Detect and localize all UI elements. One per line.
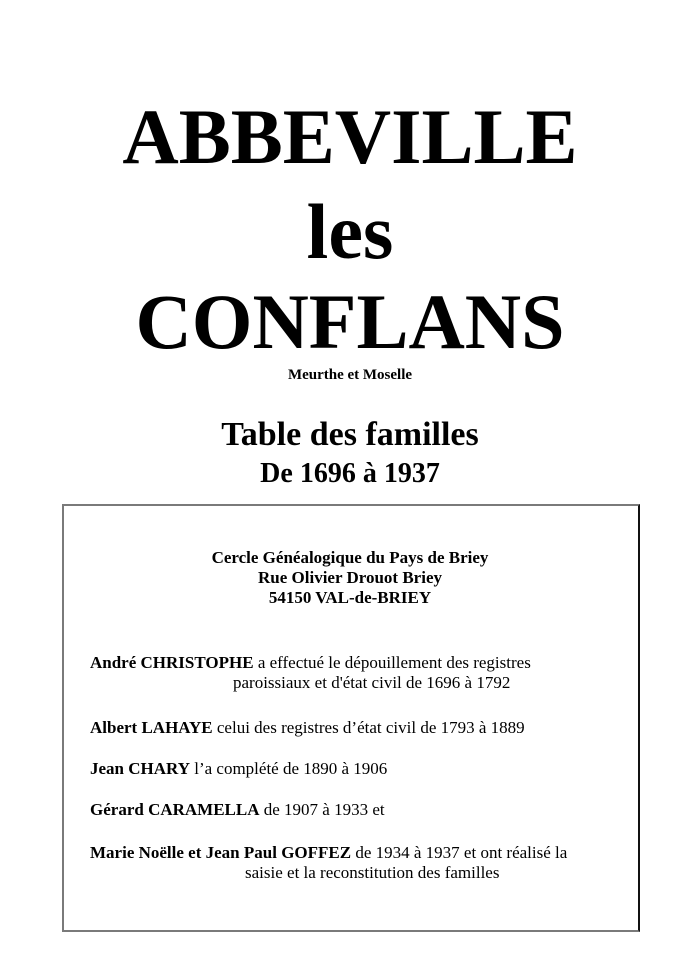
credit-text: a effectué le dépouillement des registres (253, 653, 531, 672)
credit-continuation: saisie et la reconstitution des familles (245, 863, 500, 882)
subtitle: Table des familles (221, 416, 479, 453)
organization-name: Cercle Généalogique du Pays de Briey (211, 548, 489, 567)
credit-name: André CHRISTOPHE (90, 653, 254, 672)
credit-text: celui des registres d’état civil de 1793 à 1889 (212, 718, 525, 737)
credit-entry (90, 843, 567, 863)
credit-entry (90, 800, 385, 820)
title-line-3: CONFLANS (135, 278, 565, 365)
credit-entry (90, 718, 525, 738)
credit-name: Gérard CARAMELLA (90, 800, 260, 819)
credit-entry (90, 759, 387, 779)
period: De 1696 à 1937 (260, 458, 440, 489)
organization-city: 54150 VAL-de-BRIEY (268, 588, 432, 607)
title-line-2: les (306, 188, 394, 275)
credit-entry (90, 653, 531, 673)
credit-text: l’a complété de 1890 à 1906 (189, 759, 388, 778)
credit-name: Marie Noëlle et Jean Paul GOFFEZ (90, 843, 352, 862)
title-line-1: ABBEVILLE (122, 93, 578, 180)
credit-text: de 1934 à 1937 et ont réalisé la (351, 843, 568, 862)
region-label: Meurthe et Moselle (287, 367, 413, 383)
organization-street: Rue Olivier Drouot Briey (258, 568, 442, 587)
credit-name: Jean CHARY (90, 759, 190, 778)
credit-text: de 1907 à 1933 et (259, 800, 385, 819)
credit-continuation: paroissiaux et d'état civil de 1696 à 1792 (233, 673, 511, 692)
credit-name: Albert LAHAYE (90, 718, 213, 737)
